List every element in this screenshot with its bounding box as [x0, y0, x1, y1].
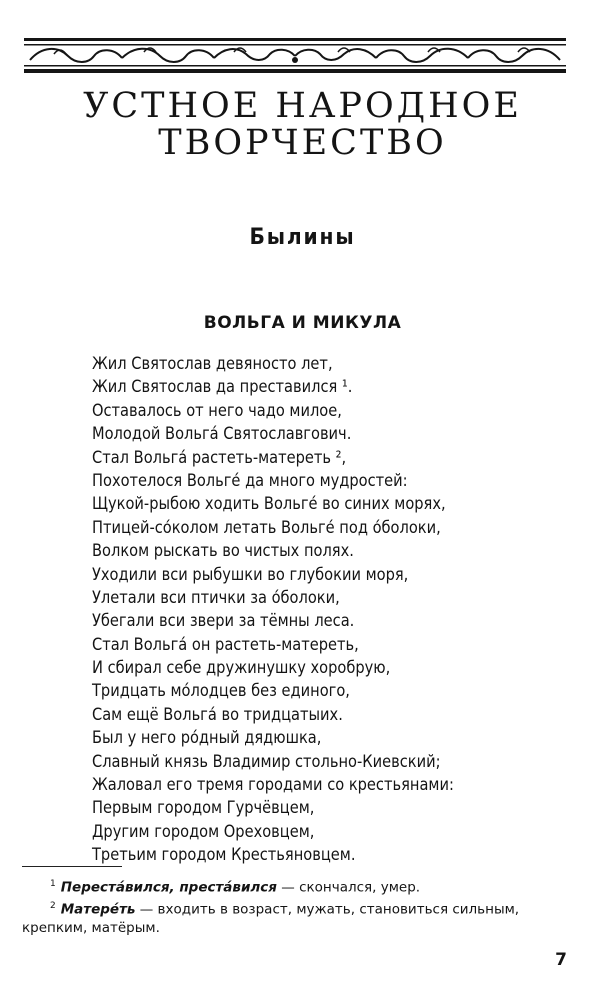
poem-line: Тридцать мо́лодцев без единого, — [92, 681, 350, 702]
poem-line: Третьим городом Крестьяновцем. — [92, 845, 356, 866]
footnote-divider — [22, 866, 122, 867]
chapter-title-line-1: УСТНОЕ НАРОДНОЕ — [83, 86, 522, 126]
poem-line: Стал Вольга́ он растеть-матереть, — [92, 634, 359, 655]
poem-line: И сбирал себе дружинушку хоробрую, — [92, 658, 391, 679]
footnote-mark: 1 — [50, 879, 56, 889]
poem-text — [92, 353, 454, 868]
poem-line: Жаловал его тремя городами со крестьянами: — [92, 775, 454, 796]
footnote-2-continuation: крепким, матёрым. — [22, 920, 160, 936]
poem-title: ВОЛЬГА И МИКУЛА — [203, 313, 402, 333]
poem-line: Первым городом Гурчёвцем, — [92, 798, 315, 819]
footnote-definition: — скончался, умер. — [276, 879, 421, 896]
poem-line: Убегали вси звери за тёмны леса. — [92, 611, 355, 632]
header-ornament — [24, 38, 566, 74]
poem-line: Стал Вольга́ растеть-матереть ², — [92, 447, 347, 468]
poem-line: Волком рыскать во чистых полях. — [92, 541, 354, 562]
poem-line: Жил Святослав да преставился ¹. — [92, 377, 353, 398]
footnote-definition: — входить в возраст, мужать, становиться сильным, — [135, 901, 520, 918]
section-title: Былины — [249, 225, 356, 250]
poem-line: Другим городом Ореховцем, — [92, 821, 315, 842]
footnote-term: Переста́вился, преста́вился — [60, 879, 277, 896]
poem-line: Жил Святослав девяносто лет, — [92, 354, 333, 374]
poem-line: Молодой Вольга́ Святославгович. — [92, 424, 352, 445]
footnote-term: Матере́ть — [60, 901, 136, 918]
poem-line: Птицей-со́колом летать Вольге́ под о́болоки, — [92, 517, 441, 538]
chapter-title-line-2: ТВОРЧЕСТВО — [158, 123, 447, 163]
footnote-mark: 2 — [50, 901, 56, 911]
poem-line: Щукой-рыбою ходить Вольге́ во синих морях, — [92, 494, 446, 515]
poem-line: Был у него ро́дный дядюшка, — [92, 728, 322, 749]
poem-line: Уходили вси рыбушки во глубокии моря, — [92, 564, 409, 585]
poem-line: Оставалось от него чадо милое, — [92, 400, 342, 421]
poem-line: Сам ещё Вольга́ во тридцатыих. — [92, 704, 343, 725]
poem-line: Похотелося Вольге́ да много мудростей: — [92, 470, 408, 491]
poem-line: Славный князь Владимир стольно-Киевский; — [92, 751, 441, 772]
poem-line: Улетали вси птички за о́болоки, — [92, 587, 340, 608]
page-number: 7 — [555, 950, 567, 970]
